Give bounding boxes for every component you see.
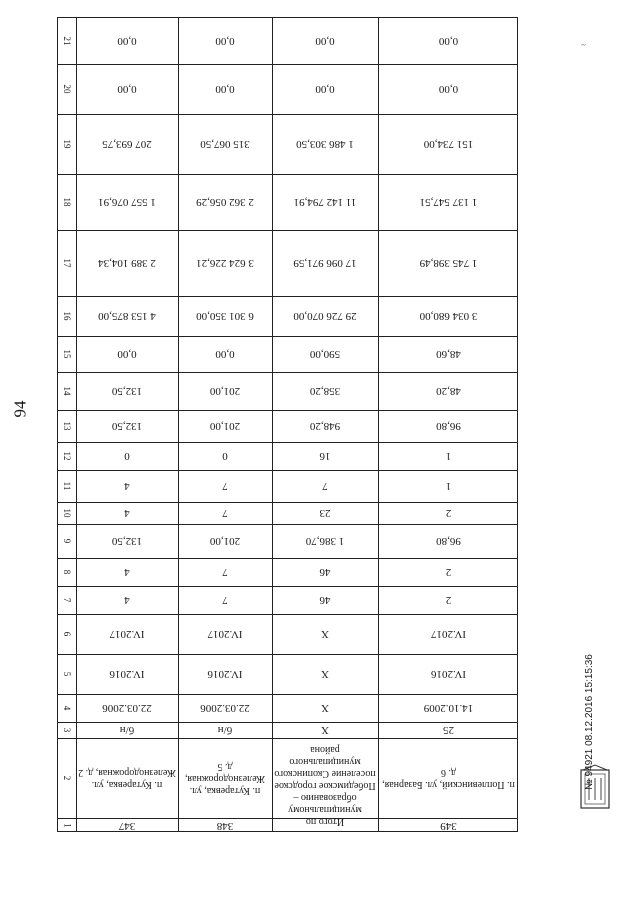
table-cell: 1 137 547,51 (419, 196, 478, 209)
table-cell: 132,50 (111, 535, 143, 548)
table-cell: 0,00 (438, 83, 459, 96)
column-number: 18 (62, 197, 73, 207)
table-cell: 3 624 226,21 (196, 257, 254, 270)
registration-stamp: № 94921 08.12.2016 15:15:36 (584, 654, 595, 790)
table-cell: 201,00 (209, 535, 241, 548)
column-divider (272, 18, 273, 831)
table-cell: б/н (119, 724, 135, 737)
table-cell: 132,50 (111, 385, 143, 398)
table-cell: 132,50 (111, 420, 143, 433)
table-cell: 0 (124, 450, 130, 463)
table-cell: 7 (222, 566, 228, 579)
table-cell: 1 (445, 480, 452, 493)
table-cell: IV.2016 (207, 668, 243, 681)
table-cell: 11 142 794,91 (293, 196, 357, 209)
table-cell: 2 (445, 566, 452, 579)
table-cell: 358,20 (309, 385, 341, 398)
column-divider (378, 18, 379, 831)
table-cell: 1 745 398,49 (419, 257, 478, 270)
table-cell: 0,00 (215, 348, 235, 361)
data-table (57, 17, 518, 832)
table-cell: 25 (443, 724, 454, 737)
table-cell: 0,00 (315, 35, 335, 48)
table-cell: 201,00 (209, 420, 241, 433)
page-number: 94 (10, 400, 30, 418)
table-cell: 4 (124, 507, 130, 520)
table-cell: 1 (445, 450, 452, 463)
table-cell: 0,00 (438, 35, 459, 48)
table-cell: IV.2016 (109, 668, 145, 681)
table-cell: 1 386,70 (305, 535, 345, 548)
table-cell: 2 389 104,34 (98, 257, 156, 270)
column-number: 8 (62, 569, 73, 575)
table-cell: 347 (118, 819, 136, 832)
table-cell: 151 734,00 (423, 138, 474, 151)
table-cell: 0,00 (117, 83, 137, 96)
table-cell: 0 (222, 450, 228, 463)
seal-icon (577, 764, 613, 812)
table-cell: 16 (319, 450, 331, 463)
column-number: 2 (62, 775, 73, 781)
column-number: 11 (62, 481, 73, 491)
table-cell: X (321, 724, 329, 737)
table-cell: 2 (445, 594, 452, 607)
table-cell: 4 (124, 480, 130, 493)
column-number: 3 (62, 727, 73, 733)
table-cell: 3 034 680,00 (419, 310, 478, 323)
column-number: 6 (62, 631, 73, 637)
column-number: 4 (62, 705, 73, 711)
column-number: 14 (62, 386, 73, 396)
column-number: 15 (62, 349, 73, 359)
table-cell: 0,00 (315, 83, 335, 96)
table-cell: 7 (222, 480, 228, 493)
table-cell: 207 693,75 (102, 138, 152, 151)
table-cell: 4 (124, 566, 130, 579)
table-cell: 0,00 (117, 35, 137, 48)
table-cell: 29 726 070,00 (293, 310, 357, 323)
table-cell: 948,20 (309, 420, 341, 433)
column-number: 1 (62, 823, 73, 828)
column-number: 5 (62, 671, 73, 677)
column-number: 19 (62, 139, 73, 149)
table-cell: б/н (217, 724, 233, 737)
corner-mark: ~ (581, 40, 586, 50)
table-cell: 0,00 (117, 348, 137, 361)
table-cell: 348 (216, 819, 234, 832)
column-number: 12 (62, 451, 73, 461)
table-cell: 2 362 056,29 (196, 196, 254, 209)
table-cell: п. Кутаревка, ул. Железнодорожная, д. 2 (78, 767, 176, 790)
column-number: 7 (62, 597, 73, 603)
table-cell: 7 (222, 507, 228, 520)
column-number: 17 (62, 258, 73, 268)
table-cell: 315 067,50 (200, 138, 250, 151)
column-number: 13 (62, 421, 73, 431)
table-cell: 48,20 (436, 385, 461, 398)
table-cell: X (321, 702, 329, 715)
table-cell: 4 153 875,00 (98, 310, 156, 323)
table-cell: 14.10.2009 (423, 702, 474, 715)
table-cell: 7 (222, 594, 228, 607)
table-cell: 6 301 350,00 (196, 310, 254, 323)
table-cell: 4 (124, 594, 130, 607)
table-cell: Итого по муниципальному образованию – Победимское городское поселение Скопинского муниципального района (274, 744, 376, 828)
table-cell: 48,60 (436, 348, 461, 361)
table-cell: 17 096 971,59 (293, 257, 357, 270)
table-cell: 2 (445, 507, 452, 520)
table-cell: IV.2017 (431, 628, 466, 641)
table-cell: п. Кутаревка, ул. Железнодорожная, д. 5 (184, 761, 266, 796)
table-cell: 96,80 (436, 420, 461, 433)
table-cell: п. Поплевинский, ул. Базарная, д. 6 (382, 767, 515, 790)
table-cell: 22.03.2006 (200, 702, 250, 715)
column-number: 20 (62, 84, 73, 94)
table-cell: IV.2017 (207, 628, 243, 641)
table-cell: 22.03.2006 (102, 702, 152, 715)
table-cell: 201,00 (209, 385, 241, 398)
table-cell: 46 (319, 566, 331, 579)
table-cell: X (321, 668, 329, 681)
table-cell: IV.2017 (109, 628, 145, 641)
column-divider (178, 18, 179, 831)
column-number: 9 (62, 538, 73, 544)
table-cell: 23 (319, 507, 331, 520)
column-number: 10 (62, 508, 73, 518)
table-cell: 0,00 (215, 35, 235, 48)
table-cell: 1 486 303,50 (296, 138, 354, 151)
table-cell: 96,80 (436, 535, 461, 548)
table-cell: 7 (322, 480, 328, 493)
table-cell: 590,00 (309, 348, 341, 361)
column-number: 16 (62, 311, 73, 321)
table-cell: 0,00 (215, 83, 235, 96)
table-cell: 1 557 076,91 (98, 196, 156, 209)
column-number: 21 (62, 36, 73, 46)
table-cell: IV.2016 (431, 668, 466, 681)
table-cell: 46 (319, 594, 331, 607)
table-cell: X (321, 628, 329, 641)
table-cell: 349 (440, 819, 457, 832)
